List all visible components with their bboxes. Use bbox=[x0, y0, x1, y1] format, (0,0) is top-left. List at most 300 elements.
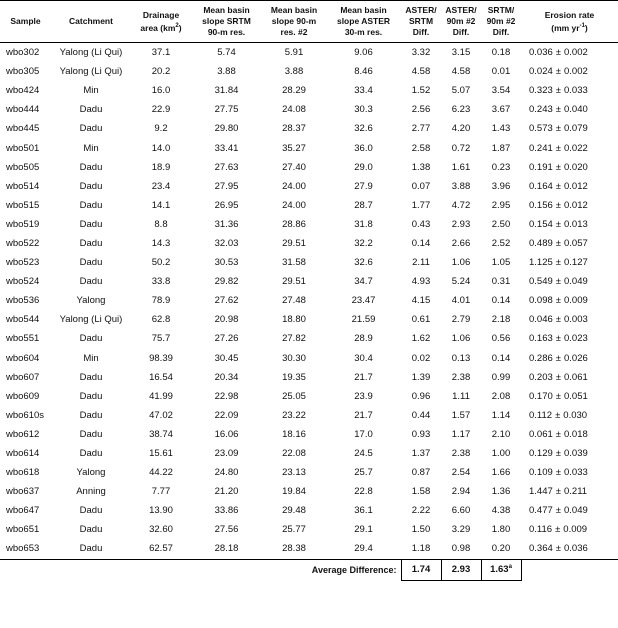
erosion-uncertainty: 0.127 bbox=[564, 257, 588, 269]
erosion-uncertainty: 0.033 bbox=[564, 85, 588, 97]
cell-srtm-90m2-diff: 1.66 bbox=[491, 467, 511, 479]
cell-aster-90m2-diff: 0.72 bbox=[451, 142, 471, 154]
cell-aster-90m2-diff: 1.61 bbox=[451, 161, 471, 173]
cell-sample: wbo515 bbox=[6, 199, 40, 211]
cell-slope-aster: 24.5 bbox=[354, 448, 373, 460]
erosion-value: 0.573 bbox=[529, 123, 553, 135]
plus-minus-sign: ± bbox=[555, 161, 561, 173]
cell-slope-srtm: 27.63 bbox=[214, 161, 239, 173]
plus-minus-sign: ± bbox=[555, 409, 561, 421]
erosion-value: 0.203 bbox=[529, 371, 553, 383]
cell-erosion-rate bbox=[521, 253, 618, 272]
cell-slope-srtm: 30.53 bbox=[214, 257, 239, 269]
cell-sample: wbo612 bbox=[6, 428, 40, 440]
cell-slope-srtm: 27.62 bbox=[214, 295, 239, 307]
erosion-value: 0.109 bbox=[529, 467, 553, 479]
erosion-uncertainty: 0.012 bbox=[564, 199, 588, 211]
cell-srtm-90m2-diff: 3.54 bbox=[491, 85, 511, 97]
plus-minus-sign: ± bbox=[555, 333, 561, 345]
cell-slope-aster: 22.8 bbox=[354, 486, 373, 498]
cell-catchment: Dadu bbox=[79, 333, 103, 345]
cell-erosion-rate bbox=[521, 81, 618, 100]
cell-sample: wbo637 bbox=[6, 486, 40, 498]
cell-sample: wbo305 bbox=[6, 66, 40, 78]
cell-slope-srtm: 27.75 bbox=[214, 104, 239, 116]
cell-erosion-rate bbox=[521, 272, 618, 291]
cell-catchment: Yalong bbox=[76, 295, 106, 307]
cell-aster-srtm-diff: 1.37 bbox=[411, 448, 431, 460]
footer-empty-cell bbox=[521, 559, 618, 580]
cell-erosion-rate bbox=[521, 196, 618, 215]
table-row bbox=[0, 329, 618, 348]
avg-aster-90m2: 2.93 bbox=[441, 559, 481, 580]
cell-drainage-area: 98.39 bbox=[149, 352, 173, 364]
cell-slope-90m2: 22.08 bbox=[282, 448, 306, 460]
table-row bbox=[0, 43, 618, 63]
cell-aster-90m2-diff: 5.07 bbox=[451, 85, 471, 97]
cell-erosion-rate bbox=[521, 43, 618, 63]
cell-slope-90m2: 31.58 bbox=[282, 257, 306, 269]
cell-slope-aster: 23.9 bbox=[354, 390, 373, 402]
cell-aster-srtm-diff: 4.58 bbox=[411, 66, 431, 78]
a9-line-3: Diff. bbox=[452, 27, 470, 37]
cell-aster-90m2-diff: 3.15 bbox=[451, 47, 471, 59]
erosion-value: 0.477 bbox=[529, 505, 553, 517]
cell-slope-90m2: 28.86 bbox=[282, 218, 306, 230]
cell-sample: wbo614 bbox=[6, 448, 40, 460]
erosion-uncertainty: 0.009 bbox=[563, 524, 588, 536]
table-row bbox=[0, 539, 618, 559]
erosion-value: 0.129 bbox=[529, 448, 553, 460]
erosion-value: 0.163 bbox=[529, 333, 553, 345]
plus-minus-sign: ± bbox=[555, 486, 561, 498]
cell-sample: wbo551 bbox=[6, 333, 40, 345]
cell-sample: wbo424 bbox=[6, 85, 40, 97]
a9-line-2: 90m #2 bbox=[446, 16, 476, 26]
cell-drainage-area: 14.1 bbox=[151, 199, 171, 211]
cell-slope-srtm: 30.45 bbox=[214, 352, 239, 364]
plus-minus-sign: ± bbox=[555, 543, 561, 555]
table-row bbox=[0, 215, 618, 234]
table-row bbox=[0, 406, 618, 425]
plus-minus-sign: ± bbox=[555, 85, 561, 97]
plus-minus-sign: ± bbox=[555, 180, 561, 192]
cell-aster-90m2-diff: 4.72 bbox=[451, 199, 471, 211]
cell-aster-90m2-diff: 1.06 bbox=[451, 257, 471, 269]
cell-sample: wbo604 bbox=[6, 352, 40, 364]
cell-slope-90m2: 5.91 bbox=[284, 47, 304, 59]
cell-drainage-area: 47.02 bbox=[149, 409, 173, 421]
plus-minus-sign: ± bbox=[555, 314, 561, 326]
erosion-uncertainty: 0.002 bbox=[564, 66, 588, 78]
srtm2-line-2: slope 90-m bbox=[271, 16, 317, 26]
cell-srtm-90m2-diff: 3.96 bbox=[491, 180, 511, 192]
as-line-3: Diff. bbox=[412, 27, 430, 37]
cell-srtm-90m2-diff: 1.87 bbox=[491, 142, 511, 154]
cell-slope-90m2: 28.29 bbox=[282, 85, 306, 97]
as-line-2: SRTM bbox=[408, 16, 434, 26]
cell-aster-srtm-diff: 0.44 bbox=[411, 409, 431, 421]
cell-aster-90m2-diff: 6.60 bbox=[451, 505, 471, 517]
cell-aster-90m2-diff: 2.38 bbox=[451, 371, 471, 383]
cell-drainage-area: 37.1 bbox=[151, 47, 171, 59]
col-header-erosion-rate bbox=[521, 1, 618, 43]
cell-drainage-area: 78.9 bbox=[151, 295, 171, 307]
cell-erosion-rate bbox=[521, 425, 618, 444]
cell-catchment: Dadu bbox=[51, 539, 131, 559]
cell-srtm-90m2-diff: 1.05 bbox=[491, 257, 511, 269]
cell-catchment: Dadu bbox=[79, 524, 103, 536]
cell-slope-90m2: 18.16 bbox=[282, 428, 306, 440]
cell-drainage-area: 13.90 bbox=[149, 505, 173, 517]
cell-aster-srtm-diff: 2.56 bbox=[411, 104, 431, 116]
cell-sample: wbo522 bbox=[6, 237, 40, 249]
cell-slope-aster: 30.3 bbox=[354, 104, 373, 116]
cell-sample: wbo647 bbox=[6, 505, 40, 517]
erosion-uncertainty: 0.012 bbox=[564, 180, 588, 192]
cell-slope-90m2: 3.88 bbox=[284, 66, 304, 78]
cell-erosion-rate bbox=[521, 368, 618, 387]
a9-line-1: ASTER/ bbox=[445, 5, 477, 15]
cell-slope-srtm: 23.09 bbox=[214, 448, 239, 460]
cell-sample: wbo544 bbox=[6, 314, 40, 326]
cell-slope-srtm: 31.84 bbox=[214, 85, 239, 97]
cell-slope-srtm: 24.80 bbox=[214, 467, 239, 479]
cell-drainage-area: 15.61 bbox=[149, 448, 173, 460]
cell-drainage-area: 16.54 bbox=[149, 371, 173, 383]
cell-slope-90m2: 29.48 bbox=[282, 505, 306, 517]
cell-catchment: Min bbox=[83, 352, 99, 364]
cell-aster-srtm-diff: 1.58 bbox=[411, 486, 431, 498]
erosion-uncertainty: 0.018 bbox=[564, 428, 588, 440]
cell-aster-srtm-diff: 1.18 bbox=[401, 539, 441, 559]
cell-aster-srtm-diff: 0.07 bbox=[411, 180, 431, 192]
cell-slope-90m2: 25.05 bbox=[282, 390, 306, 402]
erosion-value: 0.154 bbox=[529, 218, 553, 230]
erosion-uncertainty: 0.030 bbox=[563, 409, 588, 421]
col-header-drainage-area bbox=[131, 1, 191, 43]
cell-erosion-rate bbox=[521, 387, 618, 406]
plus-minus-sign: ± bbox=[555, 257, 561, 269]
cell-sample: wbo501 bbox=[6, 142, 40, 154]
erosion-uncertainty: 0.211 bbox=[564, 486, 588, 498]
cell-drainage-area: 9.2 bbox=[154, 123, 168, 135]
plus-minus-sign: ± bbox=[555, 66, 561, 78]
cell-catchment: Dadu bbox=[79, 371, 103, 383]
table-row bbox=[0, 501, 618, 520]
cell-slope-90m2: 24.00 bbox=[282, 199, 306, 211]
cell-aster-90m2-diff: 3.29 bbox=[451, 524, 471, 536]
cell-erosion-rate bbox=[521, 349, 618, 368]
cell-slope-90m2: 27.40 bbox=[282, 161, 306, 173]
cell-srtm-90m2-diff: 2.95 bbox=[491, 199, 511, 211]
cell-catchment: Dadu bbox=[79, 257, 103, 269]
cell-srtm-90m2-diff: 1.36 bbox=[491, 486, 511, 498]
cell-slope-aster: 31.8 bbox=[354, 218, 373, 230]
cell-drainage-area: 23.4 bbox=[151, 180, 171, 192]
cell-srtm-90m2-diff: 0.18 bbox=[491, 47, 511, 59]
col-header-slope-srtm bbox=[191, 1, 262, 43]
s9-line-2: 90m #2 bbox=[486, 16, 516, 26]
cell-aster-srtm-diff: 4.15 bbox=[411, 295, 431, 307]
cell-aster-srtm-diff: 2.22 bbox=[411, 505, 431, 517]
cell-srtm-90m2-diff: 1.43 bbox=[491, 123, 511, 135]
cell-catchment: Yalong (Li Qui) bbox=[59, 66, 123, 78]
erosion-value: 0.243 bbox=[529, 104, 553, 116]
cell-slope-srtm: 20.98 bbox=[214, 314, 239, 326]
cell-catchment: Min bbox=[83, 85, 99, 97]
aster-line-1: Mean basin bbox=[340, 5, 387, 15]
cell-aster-srtm-diff: 1.38 bbox=[411, 161, 431, 173]
erosion-value: 0.170 bbox=[529, 390, 553, 402]
cell-slope-aster: 21.59 bbox=[351, 314, 376, 326]
table-row bbox=[0, 138, 618, 157]
cell-srtm-90m2-diff: 2.50 bbox=[491, 218, 511, 230]
cell-slope-90m2: 28.37 bbox=[282, 123, 306, 135]
drainage-line-2: area (km bbox=[140, 22, 176, 33]
cell-catchment: Dadu bbox=[79, 199, 103, 211]
erosion-value: 0.046 bbox=[529, 314, 553, 326]
cell-drainage-area: 33.8 bbox=[151, 276, 171, 288]
cell-aster-srtm-diff: 1.50 bbox=[411, 524, 431, 536]
srtm2-line-1: Mean basin bbox=[270, 5, 318, 15]
cell-srtm-90m2-diff: 1.14 bbox=[491, 409, 511, 421]
cell-drainage-area: 14.0 bbox=[151, 142, 171, 154]
drainage-line-1: Drainage bbox=[142, 9, 180, 20]
cell-slope-srtm: 28.18 bbox=[191, 539, 262, 559]
cell-sample: wbo505 bbox=[6, 161, 40, 173]
cell-srtm-90m2-diff: 0.31 bbox=[491, 276, 511, 288]
cell-erosion-rate bbox=[521, 463, 618, 482]
cell-aster-srtm-diff: 2.11 bbox=[412, 257, 430, 269]
cell-srtm-90m2-diff: 4.38 bbox=[491, 505, 511, 517]
cell-drainage-area: 50.2 bbox=[151, 257, 171, 269]
as-line-1: ASTER/ bbox=[405, 5, 437, 15]
cell-aster-90m2-diff: 2.93 bbox=[451, 218, 471, 230]
erosion-value: 0.024 bbox=[529, 66, 553, 78]
cell-catchment: Dadu bbox=[79, 448, 103, 460]
cell-slope-srtm: 29.80 bbox=[214, 123, 239, 135]
cell-aster-srtm-diff: 1.77 bbox=[411, 199, 431, 211]
cell-slope-90m2: 35.27 bbox=[282, 142, 306, 154]
plus-minus-sign: ± bbox=[555, 448, 561, 460]
col-header-sample: Sample bbox=[10, 16, 41, 26]
cell-slope-aster: 25.7 bbox=[354, 467, 373, 479]
cell-slope-srtm: 3.88 bbox=[217, 66, 236, 78]
cell-aster-90m2-diff: 2.38 bbox=[451, 448, 471, 460]
cell-drainage-area: 38.74 bbox=[149, 428, 173, 440]
cell-slope-90m2: 30.30 bbox=[282, 352, 306, 364]
cell-aster-90m2-diff: 1.06 bbox=[451, 333, 471, 345]
cell-aster-90m2-diff: 2.94 bbox=[451, 486, 471, 498]
cell-sample: wbo523 bbox=[6, 257, 40, 269]
cell-sample: wbo302 bbox=[6, 47, 40, 59]
cell-erosion-rate bbox=[521, 482, 618, 501]
cell-catchment: Dadu bbox=[79, 161, 103, 173]
cell-slope-aster: 29.4 bbox=[326, 539, 401, 559]
cell-drainage-area: 16.0 bbox=[151, 85, 171, 97]
cell-slope-90m2: 29.51 bbox=[282, 276, 306, 288]
avg-srtm-90m2-value: 1.63 bbox=[490, 564, 509, 576]
plus-minus-sign: ± bbox=[555, 390, 561, 402]
cell-drainage-area: 62.57 bbox=[131, 539, 191, 559]
cell-slope-aster: 32.2 bbox=[354, 237, 373, 249]
col-header-slope-90m2 bbox=[262, 1, 326, 43]
cell-slope-aster: 30.4 bbox=[354, 352, 373, 364]
erosion-value: 0.549 bbox=[529, 276, 553, 288]
plus-minus-sign: ± bbox=[555, 428, 561, 440]
cell-aster-srtm-diff: 0.61 bbox=[411, 314, 431, 326]
erosion-uncertainty: 0.036 bbox=[564, 543, 588, 555]
cell-slope-aster: 36.1 bbox=[354, 505, 373, 517]
cell-aster-srtm-diff: 0.14 bbox=[411, 237, 431, 249]
cell-slope-aster: 32.6 bbox=[354, 123, 373, 135]
plus-minus-sign: ± bbox=[555, 295, 561, 307]
table-row bbox=[0, 310, 618, 329]
cell-erosion-rate bbox=[521, 310, 618, 329]
cell-aster-90m2-diff: 2.79 bbox=[451, 314, 471, 326]
plus-minus-sign: ± bbox=[555, 524, 561, 536]
cell-srtm-90m2-diff: 2.10 bbox=[491, 428, 511, 440]
drainage-exponent: 2 bbox=[175, 22, 179, 29]
cell-srtm-90m2-diff: 0.01 bbox=[491, 66, 511, 78]
cell-catchment: Dadu bbox=[79, 218, 103, 230]
erosion-value: 1.125 bbox=[529, 257, 553, 269]
table-header bbox=[0, 1, 618, 43]
cell-aster-srtm-diff: 0.43 bbox=[411, 218, 431, 230]
cell-aster-90m2-diff: 4.20 bbox=[451, 123, 471, 135]
cell-erosion-rate bbox=[521, 234, 618, 253]
erosion-uncertainty: 0.061 bbox=[564, 371, 588, 383]
cell-aster-90m2-diff: 3.88 bbox=[451, 180, 471, 192]
cell-erosion-rate bbox=[521, 329, 618, 348]
erosion-uncertainty: 0.049 bbox=[564, 276, 588, 288]
cell-sample: wbo651 bbox=[6, 524, 40, 536]
cell-catchment: Dadu bbox=[79, 428, 103, 440]
erosion-uncertainty: 0.023 bbox=[564, 333, 588, 345]
avg-aster-srtm: 1.74 bbox=[401, 559, 441, 580]
erosion-uncertainty: 0.013 bbox=[564, 218, 588, 230]
col-header-catchment: Catchment bbox=[69, 16, 113, 26]
col-header-aster-90m2-diff bbox=[441, 1, 481, 43]
cell-aster-srtm-diff: 1.62 bbox=[411, 333, 431, 345]
cell-catchment: Dadu bbox=[79, 237, 103, 249]
table-footer bbox=[0, 559, 618, 580]
cell-erosion-rate bbox=[521, 291, 618, 310]
plus-minus-sign: ± bbox=[555, 123, 561, 135]
erosion-uncertainty: 0.022 bbox=[564, 142, 588, 154]
cell-slope-srtm: 27.26 bbox=[214, 333, 239, 345]
cell-srtm-90m2-diff: 0.20 bbox=[481, 539, 521, 559]
erosion-uncertainty: 0.079 bbox=[564, 123, 588, 135]
cell-aster-90m2-diff: 2.54 bbox=[451, 467, 471, 479]
cell-slope-srtm: 5.74 bbox=[217, 47, 236, 59]
cell-aster-srtm-diff: 2.77 bbox=[411, 123, 431, 135]
cell-aster-90m2-diff: 2.66 bbox=[451, 237, 471, 249]
col-header-slope-aster bbox=[326, 1, 401, 43]
cell-slope-srtm: 33.86 bbox=[214, 505, 239, 517]
plus-minus-sign: ± bbox=[555, 467, 561, 479]
cell-catchment: Dadu bbox=[79, 409, 103, 421]
cell-drainage-area: 8.8 bbox=[154, 218, 168, 230]
plus-minus-sign: ± bbox=[555, 371, 561, 383]
cell-srtm-90m2-diff: 0.56 bbox=[491, 333, 511, 345]
cell-aster-srtm-diff: 0.93 bbox=[411, 428, 431, 440]
cell-slope-srtm: 32.03 bbox=[214, 237, 239, 249]
cell-aster-srtm-diff: 1.52 bbox=[411, 85, 431, 97]
table-row bbox=[0, 177, 618, 196]
plus-minus-sign: ± bbox=[555, 276, 561, 288]
cell-slope-90m2: 29.51 bbox=[282, 237, 306, 249]
cell-sample: wbo536 bbox=[6, 295, 40, 307]
cell-aster-90m2-diff: 1.57 bbox=[451, 409, 471, 421]
cell-sample: wbo519 bbox=[6, 218, 40, 230]
cell-slope-srtm: 27.95 bbox=[214, 180, 239, 192]
cell-slope-aster: 33.4 bbox=[354, 85, 373, 97]
srtm-line-2: slope SRTM bbox=[202, 16, 251, 26]
cell-slope-srtm: 31.36 bbox=[214, 218, 239, 230]
table-row bbox=[0, 520, 618, 539]
erosion-value: 0.489 bbox=[529, 237, 553, 249]
cell-drainage-area: 7.77 bbox=[151, 486, 171, 498]
table-row bbox=[0, 463, 618, 482]
cell-drainage-area: 41.99 bbox=[149, 390, 173, 402]
table-row bbox=[0, 253, 618, 272]
table-row bbox=[0, 81, 618, 100]
srtm2-line-3: res. #2 bbox=[280, 27, 308, 37]
table-row bbox=[0, 387, 618, 406]
erosion-value: 0.286 bbox=[529, 352, 553, 364]
erosion-uncertainty: 0.051 bbox=[564, 390, 588, 402]
cell-drainage-area: 22.9 bbox=[151, 104, 171, 116]
cell-slope-srtm: 33.41 bbox=[214, 142, 239, 154]
cell-sample: wbo444 bbox=[6, 104, 40, 116]
table-row bbox=[0, 425, 618, 444]
erosion-exponent: -1 bbox=[579, 22, 585, 29]
col-header-aster-srtm-diff bbox=[401, 1, 441, 43]
aster-line-3: 30-m res. bbox=[344, 27, 383, 37]
cell-slope-aster: 36.0 bbox=[354, 142, 373, 154]
table-row bbox=[0, 349, 618, 368]
cell-slope-90m2: 18.80 bbox=[282, 314, 306, 326]
cell-slope-aster: 34.7 bbox=[354, 276, 373, 288]
cell-slope-90m2: 25.77 bbox=[282, 524, 306, 536]
erosion-uncertainty: 0.049 bbox=[564, 505, 588, 517]
cell-aster-srtm-diff: 0.87 bbox=[411, 467, 431, 479]
cell-erosion-rate bbox=[521, 215, 618, 234]
cell-slope-aster: 28.9 bbox=[354, 333, 373, 345]
cell-slope-srtm: 20.34 bbox=[214, 371, 239, 383]
cell-aster-90m2-diff: 4.01 bbox=[451, 295, 471, 307]
erosion-value: 0.098 bbox=[529, 295, 553, 307]
cell-erosion-rate bbox=[521, 501, 618, 520]
cell-srtm-90m2-diff: 3.67 bbox=[491, 104, 511, 116]
s9-line-3: Diff. bbox=[492, 27, 510, 37]
cell-sample: wbo445 bbox=[6, 123, 40, 135]
cell-slope-aster: 21.7 bbox=[354, 409, 373, 421]
cell-slope-srtm: 22.09 bbox=[214, 409, 239, 421]
cell-slope-90m2: 19.35 bbox=[282, 371, 306, 383]
cell-aster-srtm-diff: 4.93 bbox=[411, 276, 431, 288]
cell-aster-90m2-diff: 4.58 bbox=[451, 66, 471, 78]
table-row bbox=[0, 119, 618, 138]
table-row bbox=[0, 62, 618, 81]
table-row bbox=[0, 444, 618, 463]
cell-slope-aster: 27.9 bbox=[354, 180, 373, 192]
plus-minus-sign: ± bbox=[555, 104, 561, 116]
erosion-close: ) bbox=[584, 22, 588, 33]
drainage-close: ) bbox=[178, 22, 182, 33]
